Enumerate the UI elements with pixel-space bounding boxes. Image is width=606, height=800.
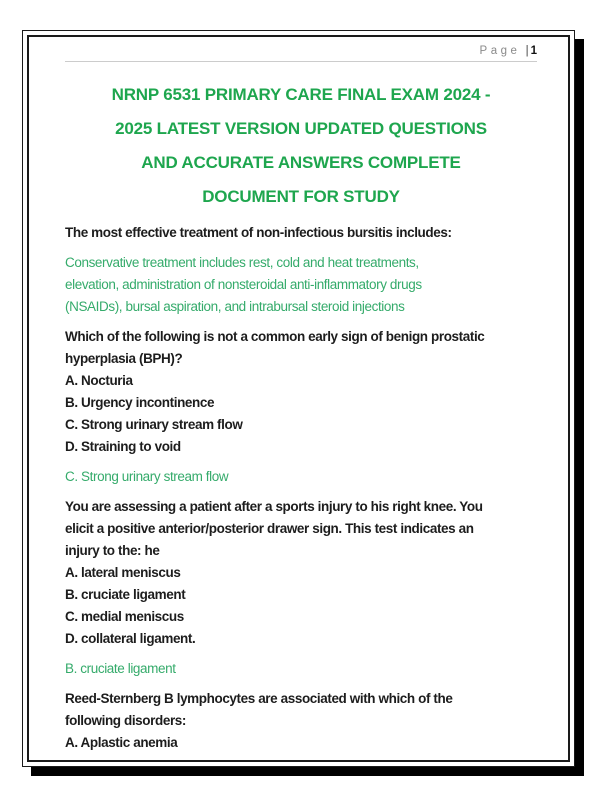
page-number: 1: [530, 45, 537, 57]
page-header: [65, 42, 537, 62]
document-page: [22, 30, 575, 767]
answer-text: Conservative treatment includes rest, cold and heat treatments, elevation, administration of nonsteroidal anti-inflammatory drugs (NSAIDs), bursal aspiration, and intrabursal steroid injections: [65, 255, 422, 314]
question-text: Which of the following is not a common early sign of benign prostatic hyperplasia (BPH)? A. Nocturia B. Urgency incontinence C. Strong urinary stream flow D. Straining to void: [65, 329, 485, 454]
question-text: You are assessing a patient after a sports injury to his right knee. You elicit a positive anterior/posterior drawer sign. This test indicates an injury to the: he A. lateral meniscus B. cruciate ligament C. medial meniscus D. collateral ligament.: [65, 499, 483, 646]
page-number-separator: |: [525, 45, 529, 57]
question-text: The most effective treatment of non-infectious bursitis includes:: [65, 225, 452, 240]
question-text: Reed-Sternberg B lymphocytes are associated with which of the following disorders: A. Aplastic anemia: [65, 691, 453, 750]
page-label: Page: [479, 45, 521, 57]
qa-list: [65, 222, 537, 754]
document-title: NRNP 6531 PRIMARY CARE FINAL EXAM 2024 - 2025 LATEST VERSION UPDATED QUESTIONS AND ACCURATE ANSWERS COMPLETE DOCUMENT FOR STUDY: [111, 85, 491, 206]
answer-text: B. cruciate ligament: [65, 661, 176, 676]
answer-text: C. Strong urinary stream flow: [65, 469, 229, 484]
page-border-inner: [27, 35, 570, 762]
